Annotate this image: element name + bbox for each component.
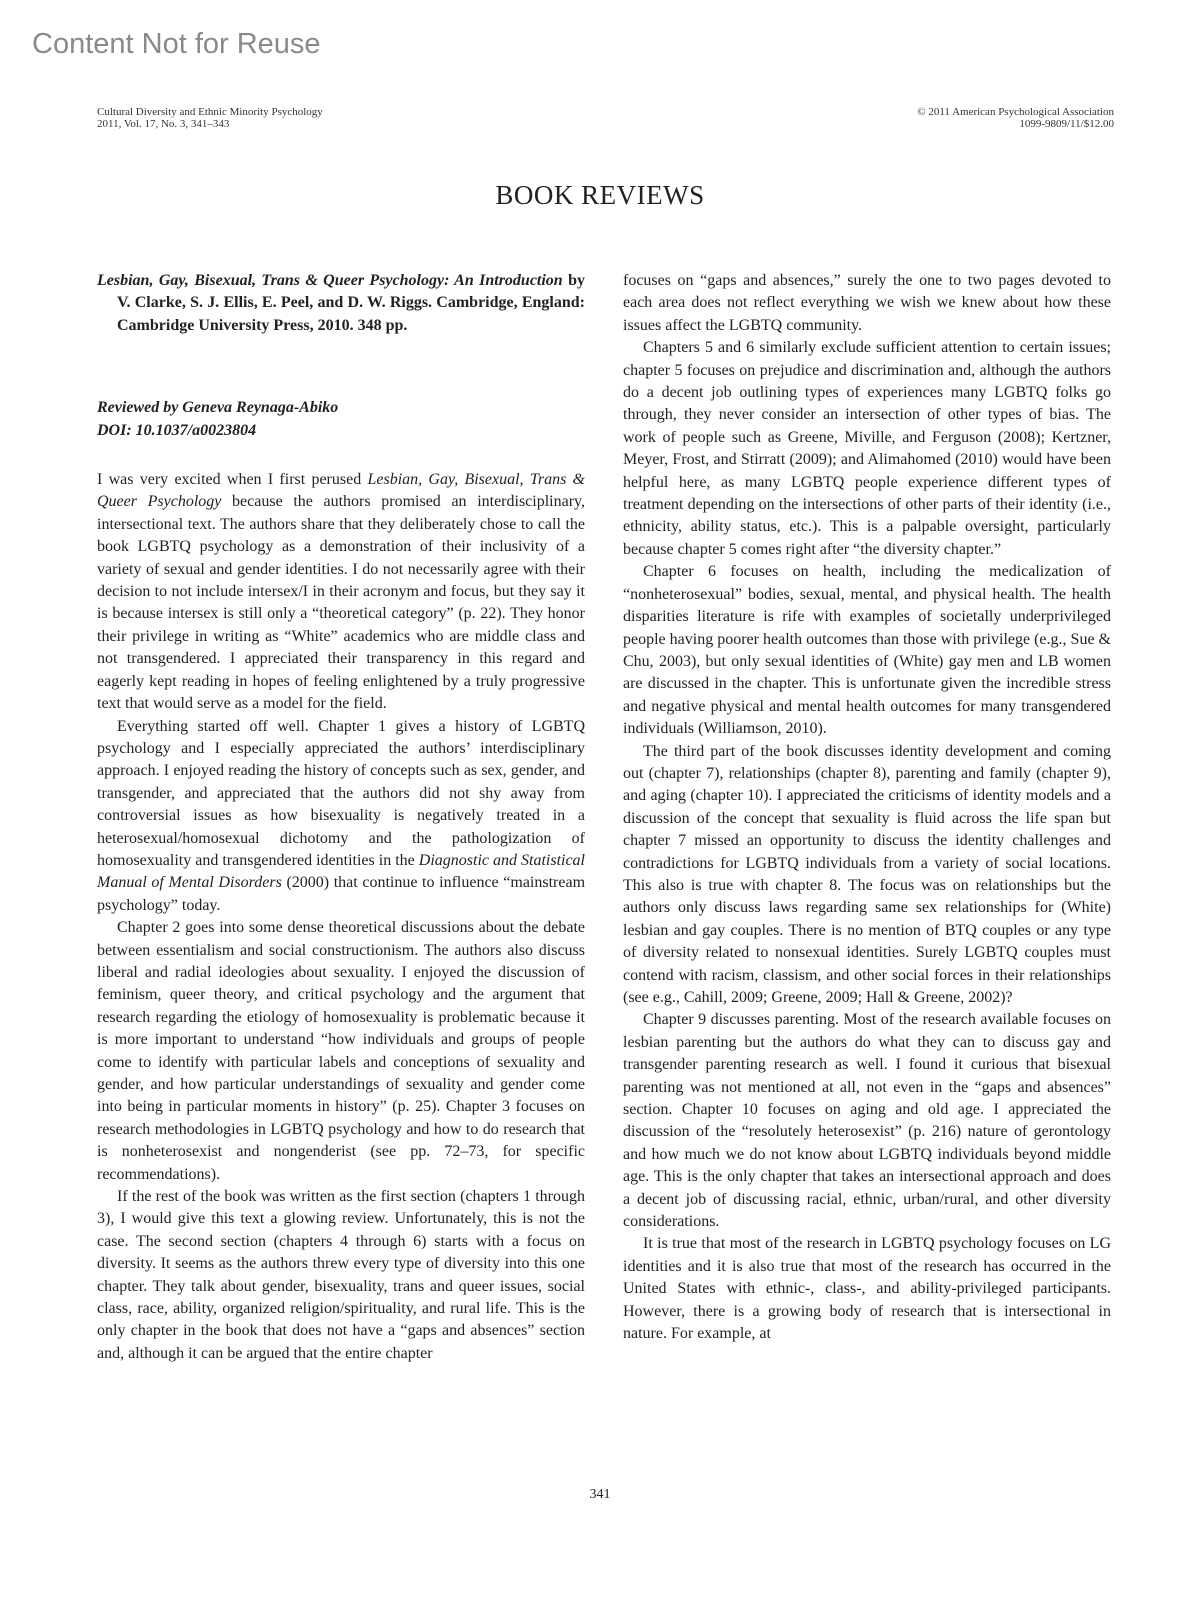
reviewer-block [97,397,585,442]
book-citation [97,270,585,337]
right-column [623,270,1111,1346]
text-run: (2000) that continue to influence “mainstream psychology” today. [97,874,586,914]
paragraph [97,716,585,918]
text-run: I was very excited when I first perused [97,471,368,489]
journal-name: Cultural Diversity and Ethnic Minority Psychology [97,106,323,118]
watermark: Content Not for Reuse [32,28,321,60]
paragraph: Chapter 2 goes into some dense theoretical discussions about the debate between essentialism and social constructionism. The authors also discuss liberal and radial ideologies about sexuality. I enjoyed the discussion of feminism, queer theory, and critical psychology and the argument that research regarding the etiology of homosexuality is problematic because it is more important to understand “how individuals and groups of people come to identify with particular labels and conceptions of sexuality and gender, and how particular understandings of sexuality and gender come into being in particular moments in history” (p. 25). Chapter 3 focuses on research methodologies in LGBTQ psychology and how to do research that is nonheterosexist and nongenderist (see pp. 72–73, for specific recommendations). [97,919,585,1183]
italic-title: Diagnostic and Statistical Manual of Mental Disorders [97,851,586,892]
doi-line: DOI: 10.1037/a0023804 [97,421,257,439]
journal-header [97,106,323,130]
paragraph: Chapters 5 and 6 similarly exclude sufficient attention to certain issues; chapter 5 focuses on prejudice and discrimination and, although the authors do a decent job outlining types of experiences many LGBTQ folks go through, they never consider an intersection of other types of bias. The work of people such as Greene, Miville, and Ferguson (2008); Kertzner, Meyer, Frost, and Stirratt (2009); and Alimahomed (2010) would have been helpful here, as many LGBTQ people experience different types of treatment depending on the intersections of other parts of their identity (i.e., ethnicity, ability status, etc.). This is a palpable oversight, particularly because chapter 5 comes right after “the diversity chapter.” [623,339,1111,558]
text-run: because the authors promised an interdisciplinary, intersectional text. The authors share that they deliberately chose to call the book LGBTQ psychology as a demonstration of their inclusivity of a variety of sexual and gender identities. I do not necessarily agree with their decision to not include intersex/I in their acronym and focus, but they say it is because intersex is still only a “theoretical category” (p. 22). They honor their privilege in writing as “White” academics who are middle class and not transgendered. I appreciated their transparency in this regard and eagerly kept reading in hopes of feeling enlightened by a truly progressive text that would serve as a model for the field. [97,493,586,713]
reviewer-line: Reviewed by Geneva Reynaga-Abiko [97,399,339,417]
issn-line: 1099-9809/11/$12.00 [1019,118,1114,130]
paragraph: Chapter 9 discusses parenting. Most of the research available focuses on lesbian parenting but the authors do what they can to discuss gay and transgender parenting research as well. I found it curious that bisexual parenting was not mentioned at all, not even in the “gaps and absences” section. Chapter 10 focuses on aging and old age. I appreciated the discussion of the “resolutely heterosexist” (p. 216) nature of gerontology and how much we do not know about LGBTQ individuals beyond middle age. This is the only chapter that takes an intersectional approach and does a decent job of discussing racial, ethnic, urban/rural, and other diversity considerations. [623,1011,1111,1231]
italic-title: Lesbian, Gay, Bisexual, Trans & Queer Psychology [97,471,585,511]
book-title: Lesbian, Gay, Bisexual, Trans & Queer Psychology: An Introduction [97,272,563,289]
text-run: Everything started off well. Chapter 1 gives a history of LGBTQ psychology and I especially appreciated the authors’ interdisciplinary approach. I enjoyed reading the history of concepts such as sex, gender, and transgender, and appreciated that the authors did not shy away from controversial issues as how bisexuality is negatively treated in a heterosexual/homosexual dichotomy and the pathologization of homosexuality and transgendered identities in the [97,717,585,869]
journal-volume: 2011, Vol. 17, No. 3, 341–343 [97,118,230,130]
book-details: by V. Clarke, S. J. Ellis, E. Peel, and D. W. Riggs. Cambridge, England: Cambridge University Press, 2010. 348 pp. [117,272,585,334]
paragraph: Chapter 6 focuses on health, including the medicalization of “nonheterosexual” bodies, sexual, mental, and physical health. The health disparities literature is rife with examples of societally underprivileged people having poorer health outcomes than those with privilege (e.g., Sue & Chu, 2003), but only sexual identities of (White) gay men and LB women are discussed in the chapter. This is unfortunate given the incredible stress and negative physical and mental health outcomes for many transgendered individuals (Williamson, 2010). [623,563,1111,738]
paragraph: focuses on “gaps and absences,” surely the one to two pages devoted to each area does not reflect everything we wish we knew about how these issues affect the LGBTQ community. [623,272,1111,334]
paragraph: If the rest of the book was written as the first section (chapters 1 through 3), I would give this text a glowing review. Unfortunately, this is not the case. The second section (chapters 4 through 6) starts with a focus on diversity. It seems as the authors threw every type of diversity into this one chapter. They talk about gender, bisexuality, trans and queer issues, social class, race, ability, organized religion/spirituality, and rural life. This is the only chapter in the book that does not have a “gaps and absences” section and, although it can be argued that the entire chapter [97,1188,585,1362]
section-title: BOOK REVIEWS [495,180,705,210]
paragraph [97,469,585,715]
copyright-line: © 2011 American Psychological Association [917,106,1114,118]
left-column [97,270,585,1365]
paragraph: The third part of the book discusses identity development and coming out (chapter 7), relationships (chapter 8), parenting and family (chapter 9), and aging (chapter 10). I appreciated the criticisms of identity models and a discussion of the concept that sexuality is fluid across the life span but chapter 7 missed an opportunity to discuss the identity challenges and contradictions for LGBTQ individuals from a variety of social locations. This also is true with chapter 8. The focus was on relationships but the authors only discuss laws regarding same sex relationships for (White) lesbian and gay couples. There is no mention of BTQ couples or any type of diversity related to nonsexual identities. Surely LGBTQ couples must contend with racism, classism, and other social forces in their relationships (see e.g., Cahill, 2009; Greene, 2009; Hall & Greene, 2002)? [623,742,1111,1006]
copyright-header [917,106,1114,130]
paragraph: It is true that most of the research in LGBTQ psychology focuses on LG identities and it is also true that most of the research has occurred in the United States with ethnic-, class-, and ability-privileged participants. However, there is a growing body of research that is intersectional in nature. For example, at [623,1235,1111,1343]
page-number: 341 [589,1487,611,1502]
